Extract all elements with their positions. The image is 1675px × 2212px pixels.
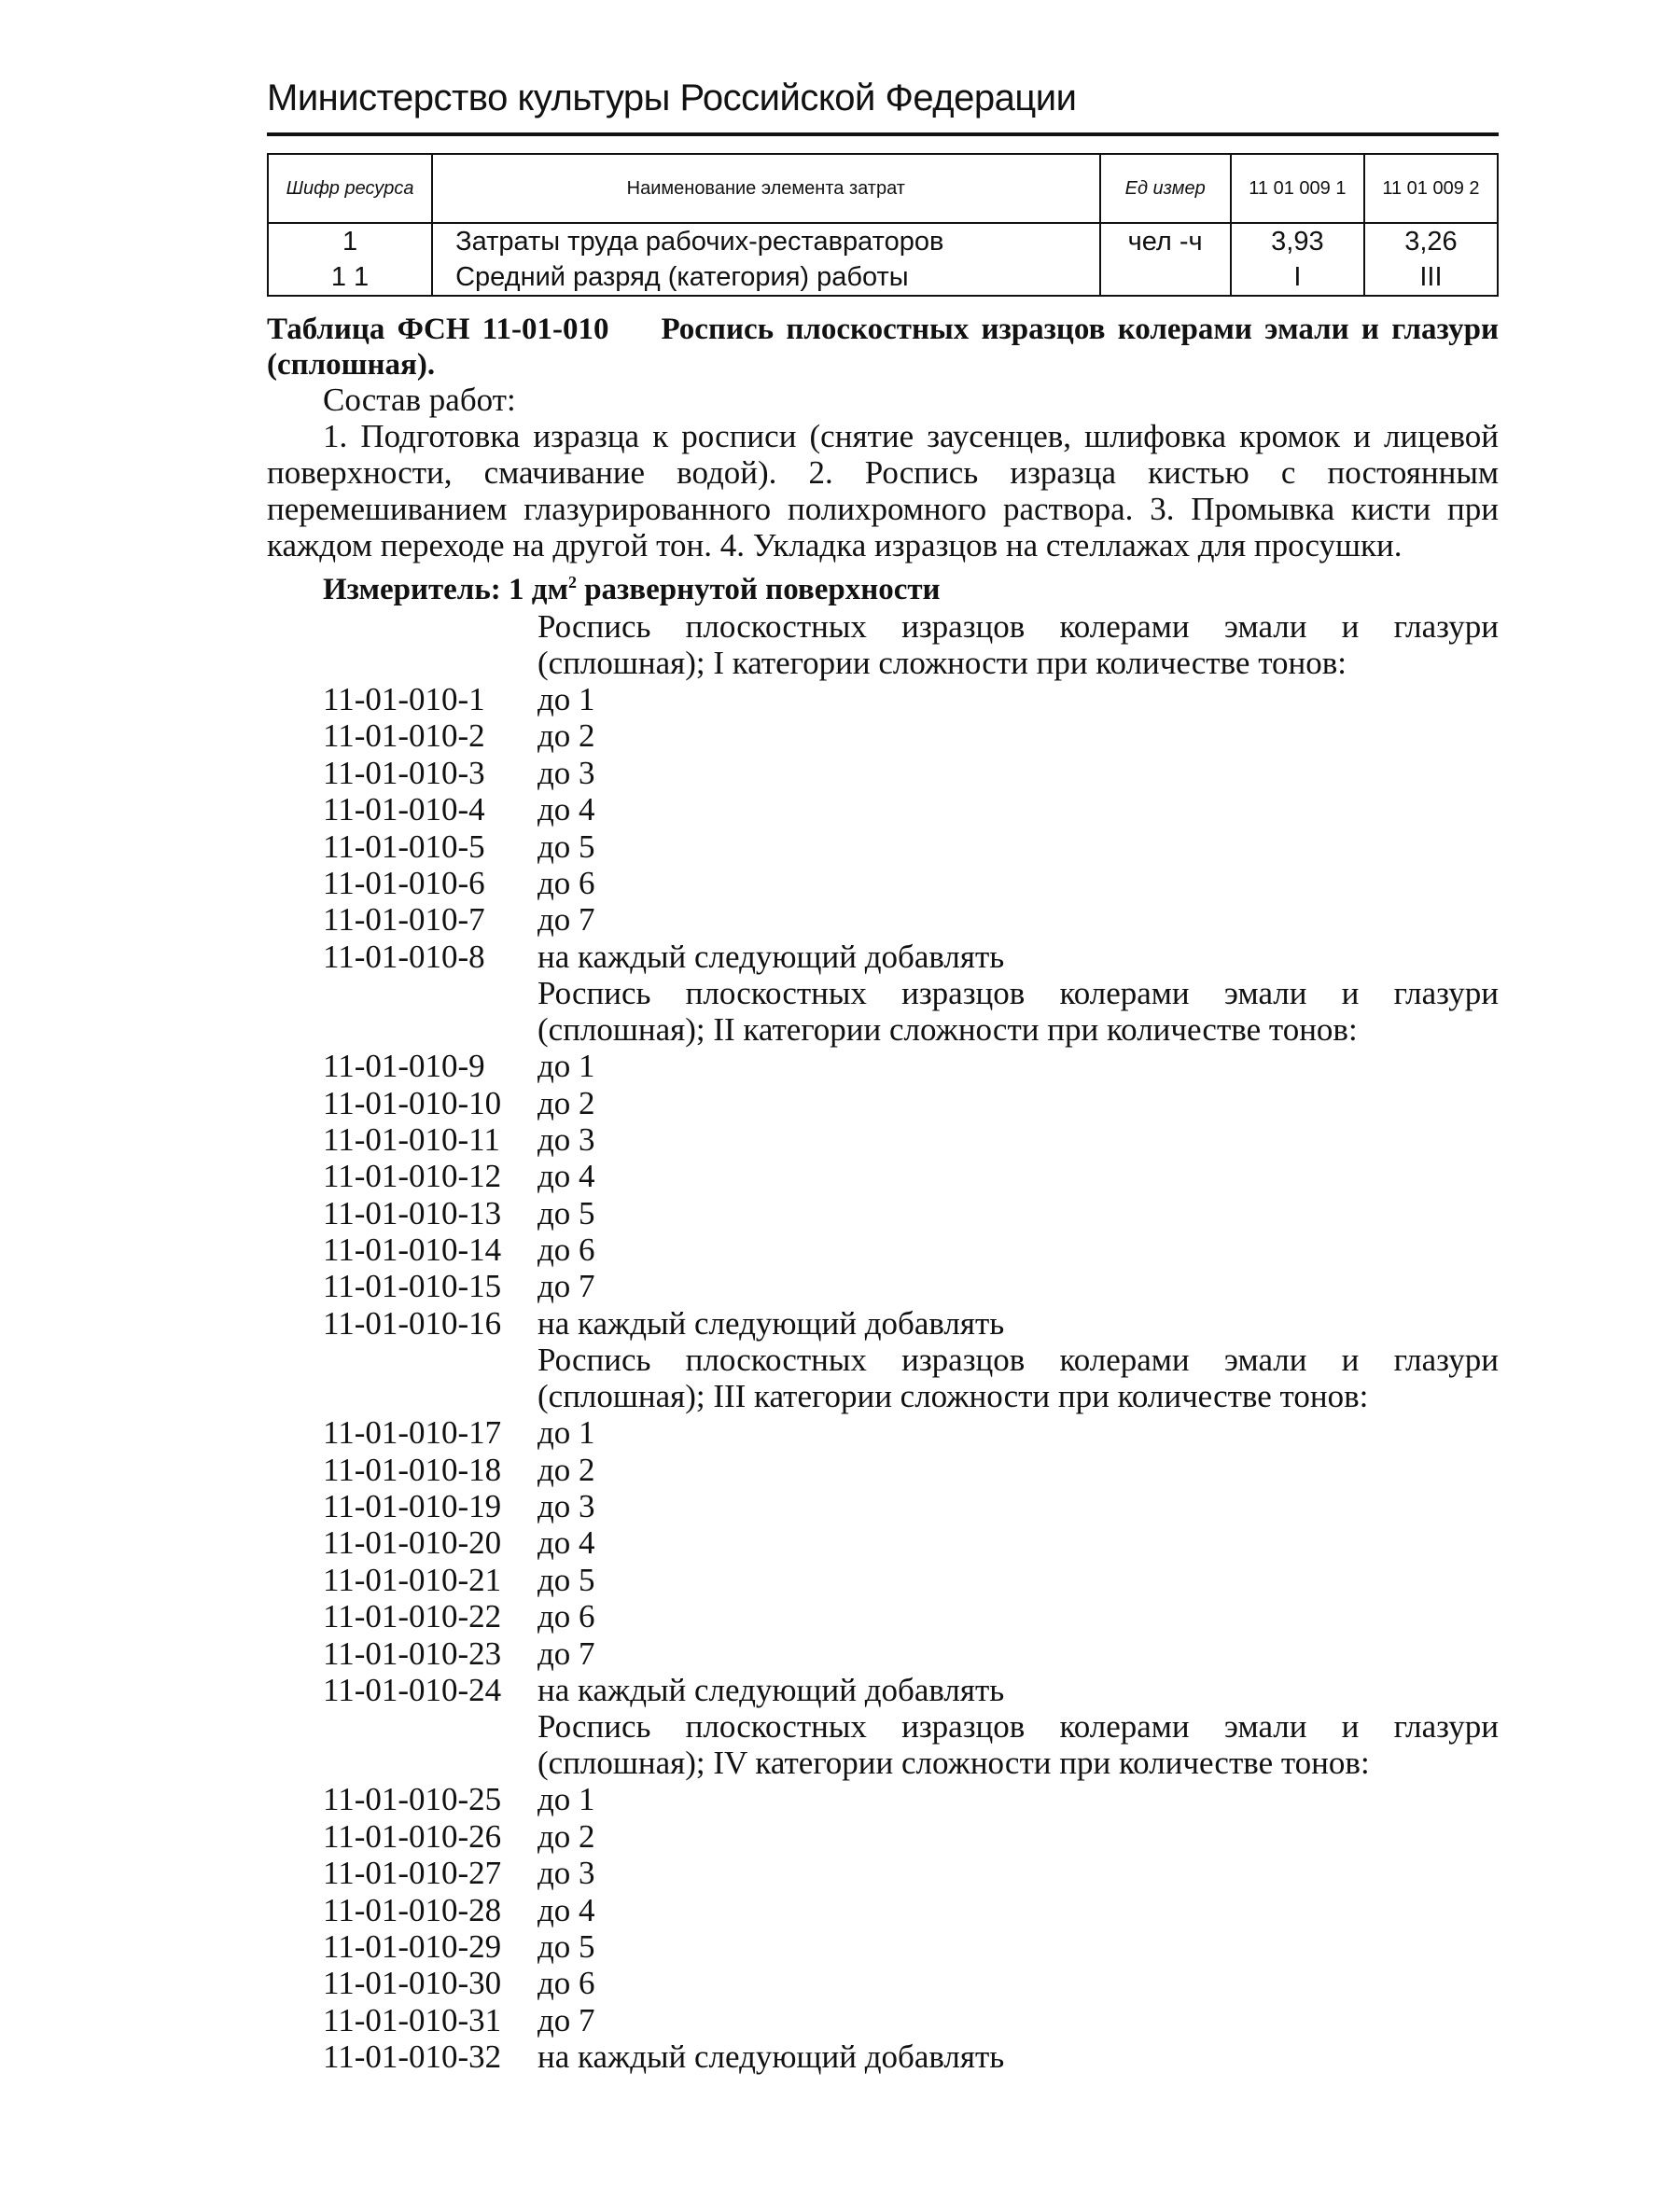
meter-suffix: развернутой поверхности	[576, 573, 941, 606]
norm-description: до 5	[537, 1927, 595, 1965]
norm-description: на каждый следующий добавлять	[537, 1671, 1005, 1708]
norm-description: до 2	[537, 717, 595, 755]
norm-code: 11-01-010-30	[323, 1965, 502, 2002]
norm-description: до 6	[537, 1965, 595, 2002]
norm-group	[267, 1708, 1499, 2075]
list-item	[267, 1781, 1499, 1817]
group-heading: Роспись плоскостных изразцов колерами эмали и глазури (сплошная); III категории сложности при количестве тонов:	[537, 1342, 1499, 1415]
norm-code: 11-01-010-12	[323, 1158, 502, 1195]
norm-description: на каждый следующий добавлять	[537, 938, 1005, 975]
norm-description: до 7	[537, 2001, 595, 2038]
norm-description: до 3	[537, 754, 595, 791]
list-item	[267, 1268, 1499, 1304]
norm-code: 11-01-010-16	[323, 1304, 502, 1342]
norm-code: 11-01-010-23	[323, 1635, 502, 1672]
norm-description: до 6	[537, 864, 595, 901]
norm-description: до 7	[537, 901, 595, 939]
list-item	[267, 2002, 1499, 2038]
norm-groups	[267, 608, 1499, 2076]
norm-code: 11-01-010-5	[323, 828, 485, 865]
group-heading: Роспись плоскостных изразцов колерами эмали и глазури (сплошная); IV категории сложности при количестве тонов:	[537, 1708, 1499, 1782]
norm-description: до 4	[537, 1891, 595, 1928]
table-row	[268, 259, 1498, 296]
norm-description: до 4	[537, 791, 595, 828]
norm-description: на каждый следующий добавлять	[537, 1304, 1005, 1342]
cell-value-2: 3,26	[1364, 223, 1498, 259]
norm-group	[267, 1342, 1499, 1708]
cell-unit: чел -ч	[1100, 223, 1231, 259]
norm-code: 11-01-010-27	[323, 1855, 502, 1892]
norm-description: до 3	[537, 1120, 595, 1158]
cell-value-1: 3,93	[1231, 223, 1364, 259]
norm-description: до 6	[537, 1598, 595, 1635]
list-item	[267, 791, 1499, 828]
list-item	[267, 1892, 1499, 1928]
cell-name: Затраты труда рабочих-реставраторов	[432, 223, 1099, 259]
norm-code: 11-01-010-20	[323, 1524, 502, 1562]
table-title	[267, 312, 1499, 383]
norm-code: 11-01-010-10	[323, 1084, 502, 1121]
list-item	[267, 1672, 1499, 1708]
list-item	[267, 1524, 1499, 1561]
list-item	[267, 1195, 1499, 1231]
norm-code: 11-01-010-11	[323, 1120, 500, 1158]
norm-code: 11-01-010-6	[323, 864, 485, 901]
list-item	[267, 1598, 1499, 1635]
table-title-text: Роспись плоскостных изразцов колерами эмали и глазури (сплошная).	[267, 313, 1499, 382]
cell-code: 1 1	[268, 259, 432, 296]
norm-group	[267, 975, 1499, 1342]
list-item	[267, 2038, 1499, 2075]
running-head: Министерство культуры Российской Федерации	[267, 75, 1499, 136]
norm-description: до 5	[537, 828, 595, 865]
list-item	[267, 1048, 1499, 1084]
norm-description: до 1	[537, 1048, 595, 1085]
list-item	[267, 865, 1499, 901]
list-item	[267, 1121, 1499, 1158]
norm-description: до 2	[537, 1451, 595, 1488]
list-item	[267, 1965, 1499, 2001]
composition-text: 1. Подготовка изразца к росписи (снятие заусенцев, шлифовка кромок и лицевой поверхности, смачивание водой). 2. Роспись изразца кистью с постоянным перемешиванием глазурированного полихромного раствора. 3. Промывка кисти при каждом переходе на другой тон. 4. Укладка изразцов на стеллажах для просушки.	[267, 418, 1499, 563]
list-item	[267, 717, 1499, 754]
list-item	[267, 1305, 1499, 1342]
norm-code: 11-01-010-21	[323, 1561, 502, 1598]
norm-description: до 2	[537, 1084, 595, 1121]
norm-code: 11-01-010-29	[323, 1927, 502, 1965]
norm-description: до 3	[537, 1855, 595, 1892]
header-col1: 11 01 009 1	[1231, 154, 1364, 223]
cell-value-1: I	[1231, 259, 1364, 296]
list-item	[267, 1635, 1499, 1672]
list-item	[267, 1562, 1499, 1598]
table-title-label: Таблица ФСН 11-01-010	[267, 313, 609, 346]
norm-description: до 4	[537, 1158, 595, 1195]
norm-code: 11-01-010-8	[323, 938, 485, 975]
norm-description: до 6	[537, 1231, 595, 1269]
norm-code: 11-01-010-25	[323, 1781, 502, 1818]
list-item	[267, 939, 1499, 975]
list-item	[267, 755, 1499, 791]
norm-code: 11-01-010-3	[323, 754, 485, 791]
list-item	[267, 901, 1499, 938]
table-header-row	[268, 154, 1498, 223]
norm-description: до 5	[537, 1561, 595, 1598]
norm-code: 11-01-010-18	[323, 1451, 502, 1488]
norm-description: до 1	[537, 1414, 595, 1452]
norm-code: 11-01-010-31	[323, 2001, 502, 2038]
document-page	[267, 75, 1499, 2076]
norm-description: на каждый следующий добавлять	[537, 2038, 1005, 2076]
list-item	[267, 1085, 1499, 1121]
norm-description: до 3	[537, 1488, 595, 1525]
norm-description: до 1	[537, 681, 595, 717]
header-code: Шифр ресурса	[268, 154, 432, 223]
list-item	[267, 1414, 1499, 1451]
norm-code: 11-01-010-4	[323, 791, 485, 828]
norm-description: до 1	[537, 1781, 595, 1818]
norm-description: до 5	[537, 1194, 595, 1231]
norm-code: 11-01-010-19	[323, 1488, 502, 1525]
norm-code: 11-01-010-28	[323, 1891, 502, 1928]
norm-code: 11-01-010-22	[323, 1598, 502, 1635]
resource-table	[267, 153, 1499, 297]
norm-code: 11-01-010-14	[323, 1231, 502, 1269]
norm-code: 11-01-010-26	[323, 1817, 502, 1855]
composition-heading: Состав работ:	[323, 382, 516, 418]
header-unit: Ед измер	[1100, 154, 1231, 223]
norm-group	[267, 608, 1499, 975]
norm-description: до 7	[537, 1635, 595, 1672]
meter-sup: 2	[567, 573, 577, 591]
group-heading: Роспись плоскостных изразцов колерами эмали и глазури (сплошная); I категории сложности при количестве тонов:	[537, 608, 1499, 681]
cell-value-2: III	[1364, 259, 1498, 296]
cell-code: 1	[268, 223, 432, 259]
norm-description: до 4	[537, 1524, 595, 1562]
list-item	[267, 1855, 1499, 1891]
cell-name: Средний разряд (категория) работы	[432, 259, 1099, 296]
norm-code: 11-01-010-13	[323, 1194, 502, 1231]
list-item	[267, 1928, 1499, 1965]
measurement-unit	[267, 563, 1499, 608]
group-heading: Роспись плоскостных изразцов колерами эмали и глазури (сплошная); II категории сложности при количестве тонов:	[537, 975, 1499, 1049]
meter-prefix: Измеритель: 1 дм	[323, 573, 568, 606]
norm-code: 11-01-010-2	[323, 717, 485, 755]
list-item	[267, 1818, 1499, 1855]
norm-code: 11-01-010-1	[323, 681, 485, 717]
header-name: Наименование элемента затрат	[432, 154, 1099, 223]
norm-code: 11-01-010-24	[323, 1671, 502, 1708]
norm-code: 11-01-010-32	[323, 2038, 502, 2076]
list-item	[267, 1488, 1499, 1524]
list-item	[267, 1231, 1499, 1268]
norm-code: 11-01-010-9	[323, 1048, 485, 1085]
list-item	[267, 681, 1499, 717]
norm-code: 11-01-010-7	[323, 901, 485, 939]
table-row	[268, 223, 1498, 259]
header-col2: 11 01 009 2	[1364, 154, 1498, 223]
norm-code: 11-01-010-17	[323, 1414, 502, 1452]
list-item	[267, 1452, 1499, 1488]
list-item	[267, 828, 1499, 865]
norm-code: 11-01-010-15	[323, 1268, 502, 1305]
norm-description: до 7	[537, 1268, 595, 1305]
norm-description: до 2	[537, 1817, 595, 1855]
list-item	[267, 1158, 1499, 1194]
cell-unit	[1100, 259, 1231, 296]
